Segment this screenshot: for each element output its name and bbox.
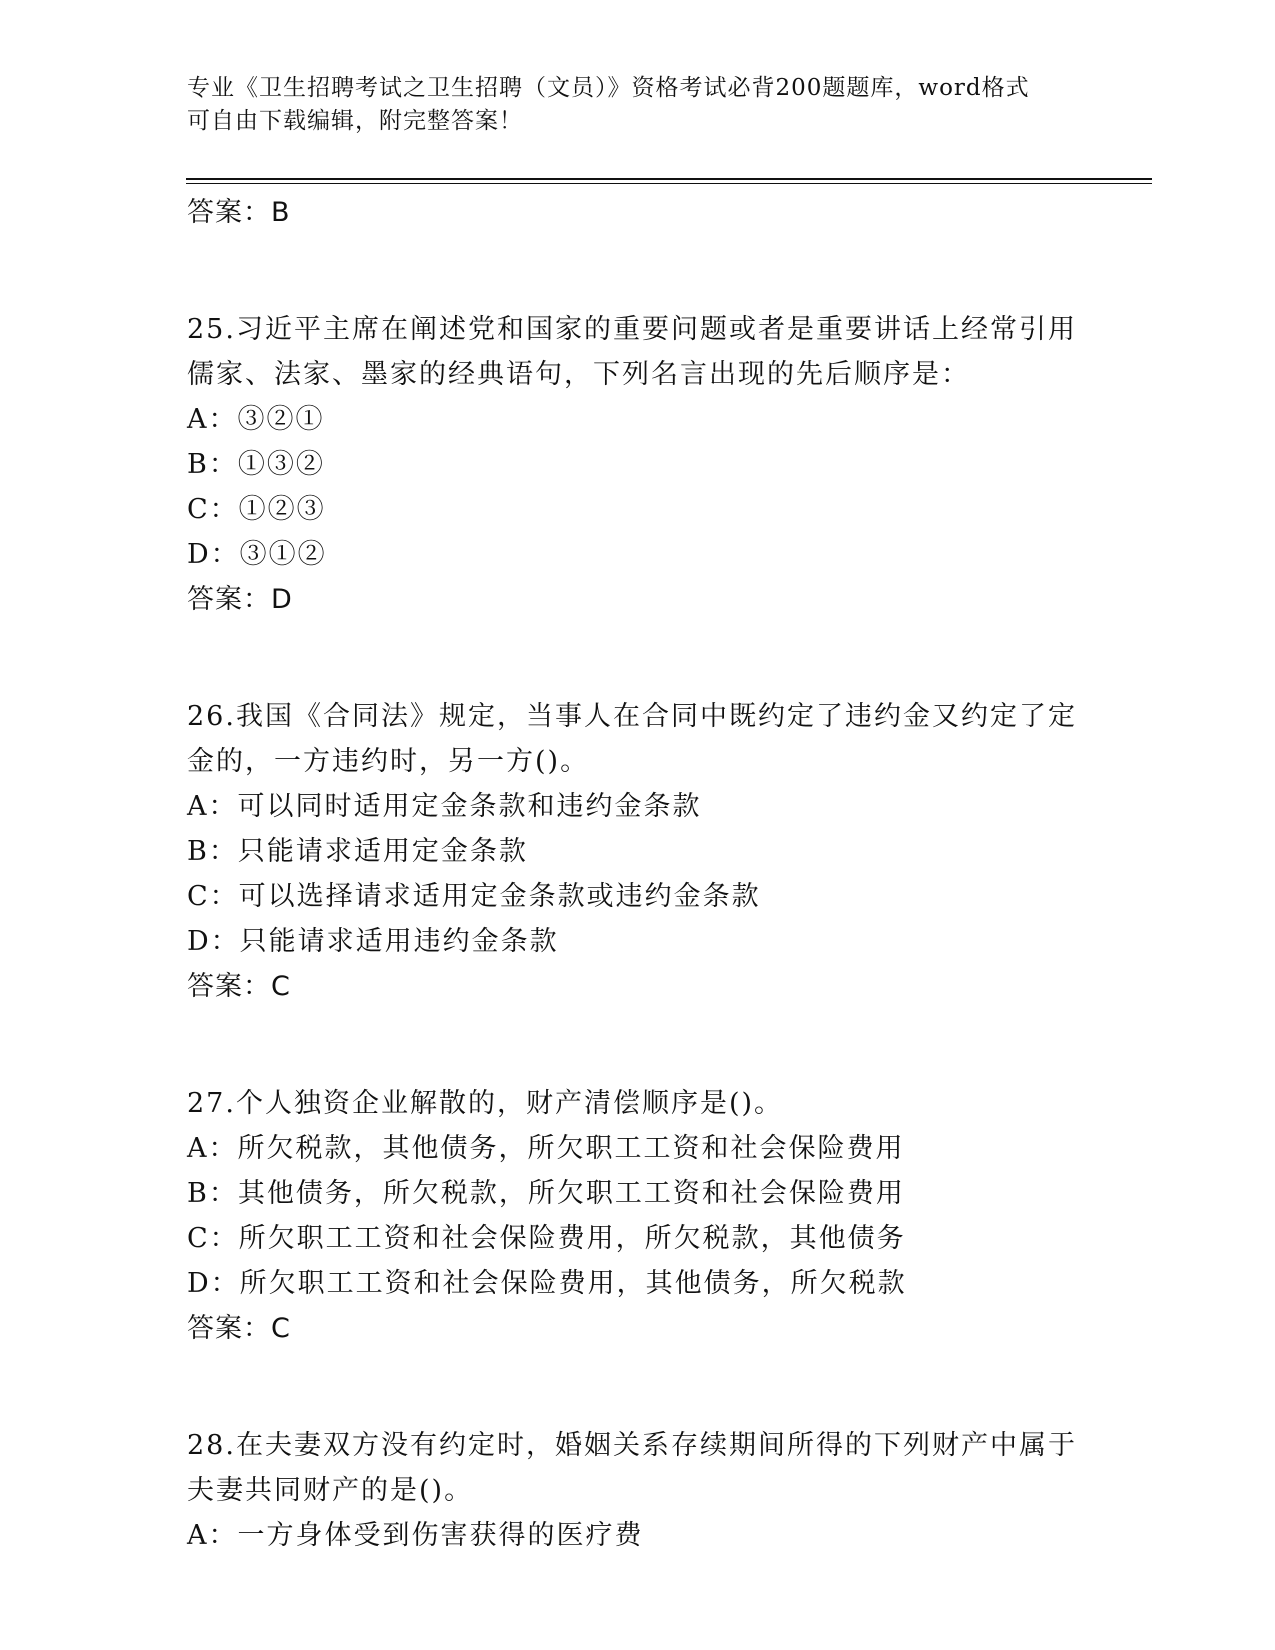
answer-line: 答案：B xyxy=(187,197,291,228)
question-25 xyxy=(187,307,1147,622)
document-header xyxy=(187,72,1087,138)
option-b: B：其他债务，所欠税款，所欠职工工资和社会保险费用 xyxy=(187,1178,905,1209)
option-a: A：可以同时适用定金条款和违约金条款 xyxy=(187,791,702,822)
header-line-1: 专业《卫生招聘考试之卫生招聘（文员）》资格考试必背200题题库，word格式 xyxy=(187,75,1030,101)
option-c: C：可以选择请求适用定金条款或违约金条款 xyxy=(187,881,761,912)
header-rule xyxy=(186,178,1152,180)
question-28 xyxy=(187,1423,1147,1558)
document-body xyxy=(187,190,1147,1558)
option-c: C：①②③ xyxy=(187,494,326,525)
option-a: A：一方身体受到伤害获得的医疗费 xyxy=(187,1520,644,1551)
spacer xyxy=(187,1009,1147,1081)
header-line-2: 可自由下载编辑，附完整答案！ xyxy=(187,108,523,134)
spacer xyxy=(187,622,1147,694)
spacer xyxy=(187,235,1147,307)
answer-line: 答案：D xyxy=(187,584,293,615)
spacer xyxy=(187,1351,1147,1423)
question-27 xyxy=(187,1081,1147,1351)
question-stem: 26.我国《合同法》规定，当事人在合同中既约定了违约金又约定了定 xyxy=(187,701,1077,732)
question-stem: 儒家、法家、墨家的经典语句，下列名言出现的先后顺序是： xyxy=(187,359,970,390)
option-d: D：③①② xyxy=(187,539,327,570)
header-rule-thin xyxy=(186,183,1152,184)
option-b: B：只能请求适用定金条款 xyxy=(187,836,528,867)
question-stem: 27.个人独资企业解散的，财产清偿顺序是()。 xyxy=(187,1088,784,1119)
option-a: A：所欠税款，其他债务，所欠职工工资和社会保险费用 xyxy=(187,1133,905,1164)
option-c: C：所欠职工工资和社会保险费用，所欠税款，其他债务 xyxy=(187,1223,906,1254)
question-26 xyxy=(187,694,1147,1009)
answer-line: 答案：C xyxy=(187,971,291,1002)
answer-line: 答案：C xyxy=(187,1313,291,1344)
question-stem: 金的，一方违约时，另一方()。 xyxy=(187,746,590,777)
option-d: D：只能请求适用违约金条款 xyxy=(187,926,559,957)
question-stem: 25.习近平主席在阐述党和国家的重要问题或者是重要讲话上经常引用 xyxy=(187,314,1077,345)
option-d: D：所欠职工工资和社会保险费用，其他债务，所欠税款 xyxy=(187,1268,907,1299)
option-b: B：①③② xyxy=(187,449,325,480)
question-stem: 28.在夫妻双方没有约定时，婚姻关系存续期间所得的下列财产中属于 xyxy=(187,1430,1077,1461)
question-stem: 夫妻共同财产的是()。 xyxy=(187,1475,474,1506)
option-a: A：③②① xyxy=(187,404,325,435)
